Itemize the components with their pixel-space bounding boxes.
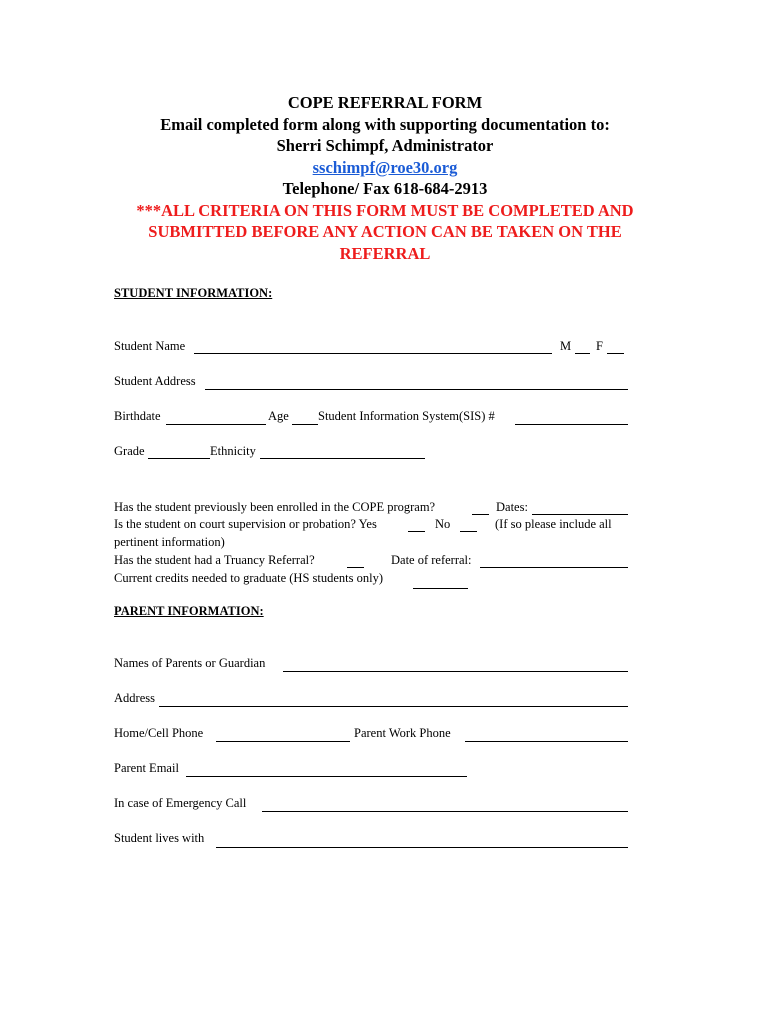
f-label: F: [596, 339, 603, 353]
ethnicity-label: Ethnicity: [210, 444, 256, 458]
parent-info-heading: PARENT INFORMATION:: [114, 604, 264, 618]
ethnicity-field[interactable]: [260, 458, 425, 459]
court-note-2: pertinent information): [114, 535, 225, 549]
credits-label: Current credits needed to graduate (HS students only): [114, 571, 384, 585]
age-label: Age: [268, 409, 289, 423]
lives-with-label: Student lives with: [114, 831, 205, 845]
sis-label: Student Information System(SIS) #: [318, 409, 495, 423]
court-no-field[interactable]: [460, 531, 477, 532]
warning-line-3: REFERRAL: [339, 243, 431, 263]
student-info-heading: STUDENT INFORMATION:: [114, 286, 273, 300]
home-phone-field[interactable]: [216, 741, 350, 742]
parent-names-label: Names of Parents or Guardian: [114, 656, 266, 670]
student-address-label: Student Address: [114, 374, 196, 388]
truancy-label: Has the student had a Truancy Referral?: [114, 553, 315, 567]
student-address-field[interactable]: [205, 389, 628, 390]
birthdate-field[interactable]: [166, 424, 266, 425]
m-field[interactable]: [575, 353, 590, 354]
court-note: (If so please include all: [495, 517, 612, 531]
parent-names-field[interactable]: [283, 671, 628, 672]
grade-label: Grade: [114, 444, 145, 458]
parent-email-field[interactable]: [186, 776, 467, 777]
work-phone-label: Parent Work Phone: [354, 726, 451, 740]
form-header: [0, 92, 770, 264]
parent-address-label: Address: [114, 691, 155, 705]
parent-address-field[interactable]: [159, 706, 628, 707]
grade-field[interactable]: [148, 458, 210, 459]
birthdate-label: Birthdate: [114, 409, 161, 423]
m-label: M: [560, 339, 572, 353]
email-link[interactable]: sschimpf@roe30.org: [312, 157, 458, 177]
dates-label: Dates:: [496, 500, 528, 514]
home-phone-label: Home/Cell Phone: [114, 726, 204, 740]
emergency-label: In case of Emergency Call: [114, 796, 247, 810]
contact-name: Sherri Schimpf, Administrator: [276, 136, 494, 155]
phone-text: Telephone/ Fax 618-684-2913: [282, 179, 488, 198]
prev-enrolled-label: Has the student previously been enrolled in the COPE program?: [114, 500, 436, 514]
warning-line-2: SUBMITTED BEFORE ANY ACTION CAN BE TAKEN ON THE: [148, 222, 622, 241]
lives-with-field[interactable]: [216, 847, 628, 848]
court-label: Is the student on court supervision or probation? Yes: [114, 517, 377, 531]
dates-field[interactable]: [532, 514, 628, 515]
work-phone-field[interactable]: [465, 741, 628, 742]
sis-field[interactable]: [515, 424, 628, 425]
age-field[interactable]: [292, 424, 318, 425]
student-name-label: Student Name: [114, 339, 186, 353]
court-no-label: No: [435, 517, 451, 531]
form-title: COPE REFERRAL FORM: [287, 93, 483, 112]
court-yes-field[interactable]: [408, 531, 425, 532]
warning-line-1: ***ALL CRITERIA ON THIS FORM MUST BE COMPLETED AND: [136, 200, 634, 220]
truancy-field[interactable]: [347, 567, 364, 568]
prev-enrolled-field[interactable]: [472, 514, 489, 515]
parent-email-label: Parent Email: [114, 761, 179, 775]
referral-date-field[interactable]: [480, 567, 628, 568]
student-name-field[interactable]: [194, 353, 552, 354]
referral-date-label: Date of referral:: [391, 553, 472, 567]
f-field[interactable]: [607, 353, 624, 354]
credits-field[interactable]: [413, 588, 468, 589]
instruction-text: Email completed form along with supporting documentation to:: [160, 114, 610, 134]
emergency-field[interactable]: [262, 811, 628, 812]
